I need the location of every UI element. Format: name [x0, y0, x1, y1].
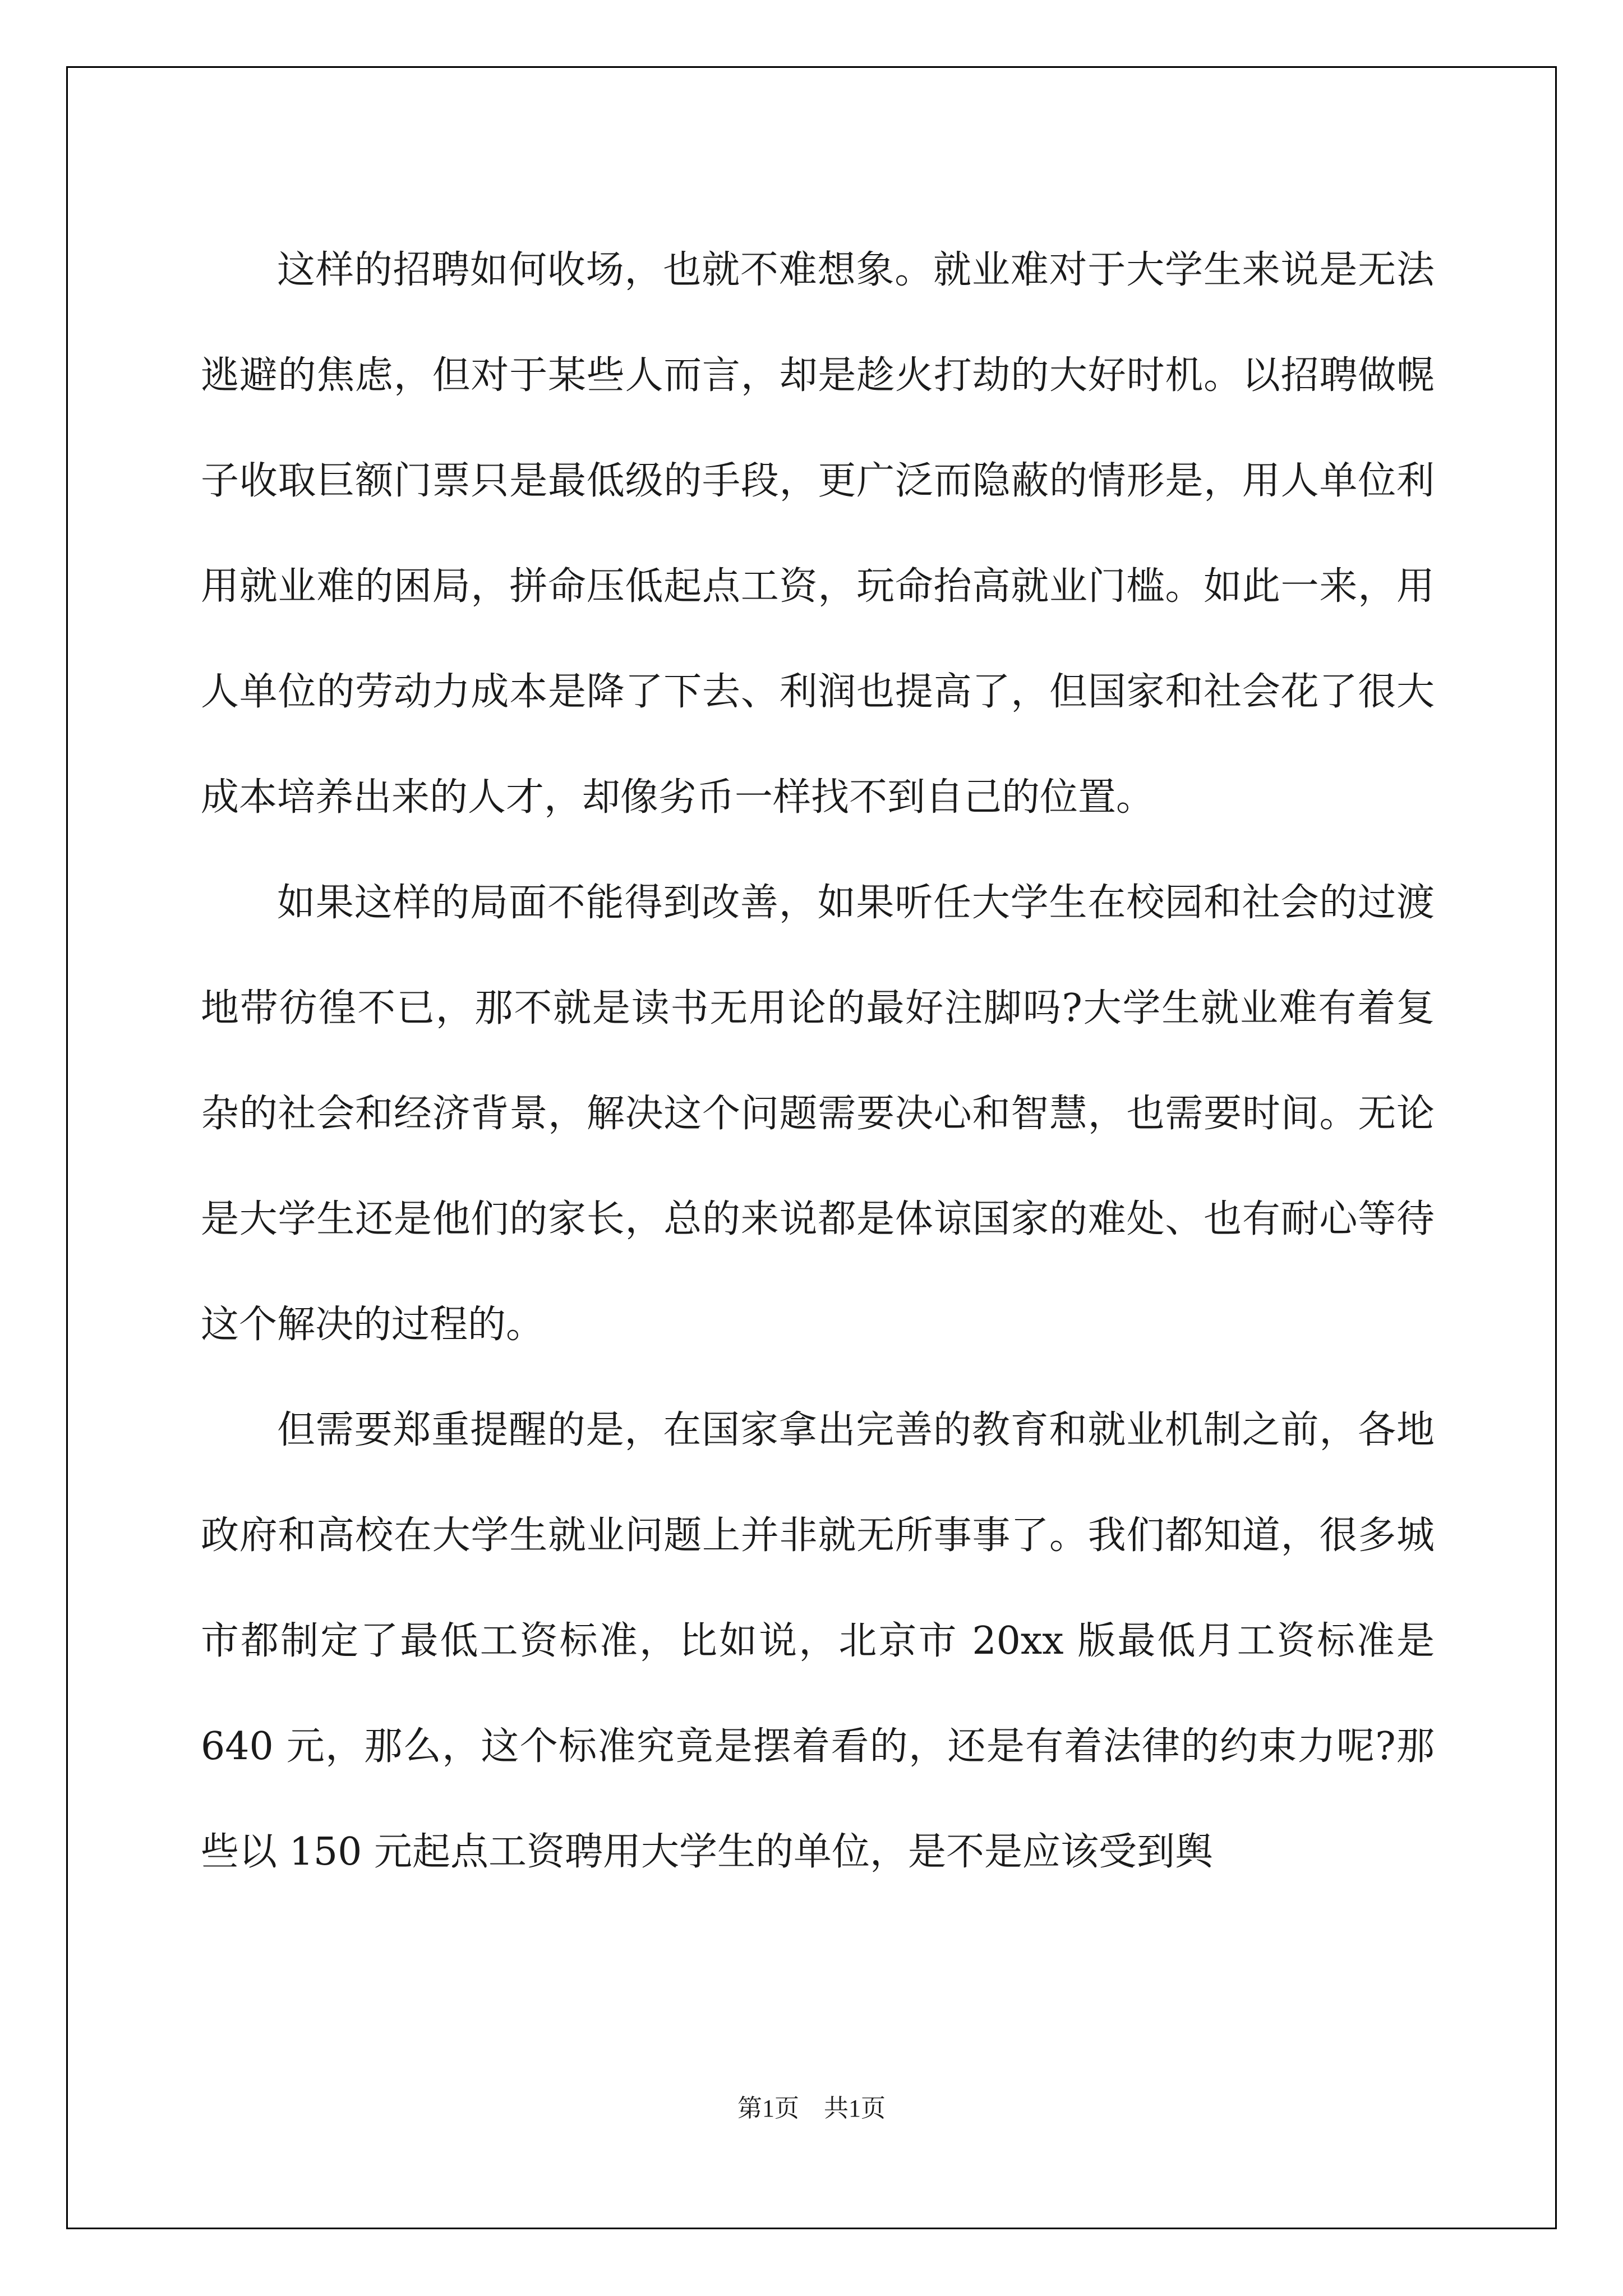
page-number-total: 共1页: [824, 2095, 886, 2122]
page-footer: [0, 2088, 1623, 2124]
paragraph-3: 但需要郑重提醒的是，在国家拿出完善的教育和就业机制之前，各地政府和高校在大学生就业问题上并非就无所事事了。我们都知道，很多城市都制定了最低工资标准，比如说，北京市 20xx 版最低月工资标准是 640 元，那么，这个标准究竟是摆着看的，还是有着法律的约束力呢?那些以 150 元起点工资聘用大学生的单位，是不是应该受到舆: [201, 1408, 1435, 1874]
document-body: [201, 218, 1435, 1905]
paragraph-2: 如果这样的局面不能得到改善，如果听任大学生在校园和社会的过渡地带彷徨不已，那不就是读书无用论的最好注脚吗?大学生就业难有着复杂的社会和经济背景，解决这个问题需要决心和智慧，也需要时间。无论是大学生还是他们的家长，总的来说都是体谅国家的难处、也有耐心等待这个解决的过程的。: [201, 881, 1435, 1347]
paragraph-1: 这样的招聘如何收场，也就不难想象。就业难对于大学生来说是无法逃避的焦虑，但对于某些人而言，却是趁火打劫的大好时机。以招聘做幌子收取巨额门票只是最低级的手段，更广泛而隐蔽的情形是，用人单位利用就业难的困局，拼命压低起点工资，玩命抬高就业门槛。如此一来，用人单位的劳动力成本是降了下去、利润也提高了，但国家和社会花了很大成本培养出来的人才，却像劣币一样找不到自己的位置。: [201, 248, 1435, 820]
page-number-current: 第1页: [737, 2095, 799, 2122]
